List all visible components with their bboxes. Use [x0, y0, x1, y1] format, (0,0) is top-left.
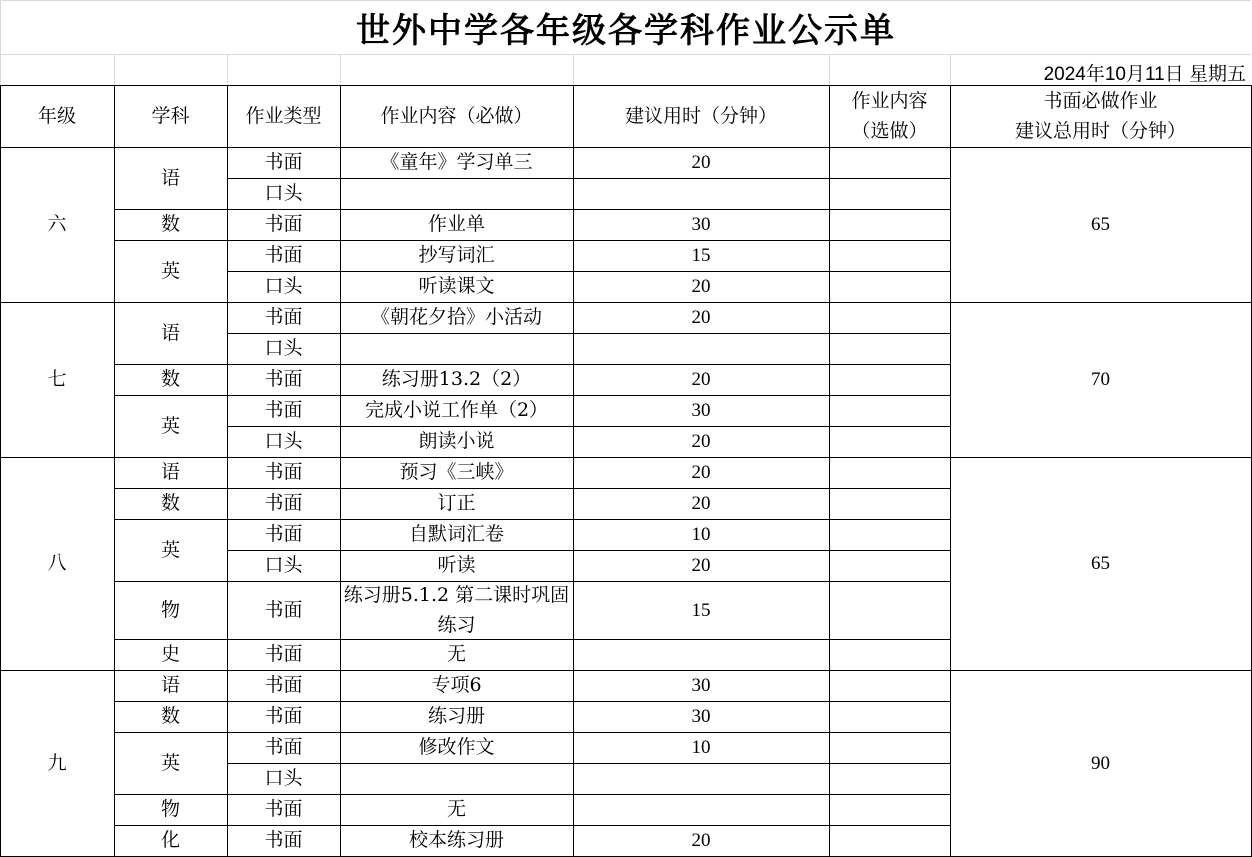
optional-cell — [829, 581, 950, 639]
time-cell: 20 — [691, 152, 711, 173]
time-cell: 20 — [691, 830, 711, 851]
content-cell: 《童年》学习单三 — [380, 151, 533, 173]
type-cell: 书面 — [264, 598, 303, 621]
grade-cell: 七 — [47, 368, 67, 390]
content-cell — [340, 178, 573, 209]
time-cell: 15 — [691, 245, 711, 266]
content-cell: 听读 — [437, 554, 476, 576]
content-cell: 完成小说工作单（2） — [364, 399, 549, 421]
type-cell: 书面 — [264, 736, 303, 758]
date-row-divider — [950, 54, 951, 85]
subject-cell: 英 — [160, 414, 180, 437]
type-cell: 口头 — [264, 337, 303, 359]
header-content: 作业内容（必做） — [380, 104, 533, 127]
type-cell: 口头 — [264, 767, 303, 789]
subject-cell: 英 — [160, 751, 180, 774]
optional-cell — [829, 178, 950, 209]
column-line — [340, 85, 341, 857]
type-cell: 口头 — [264, 275, 303, 297]
optional-cell — [829, 519, 950, 550]
time-cell: 20 — [691, 462, 711, 483]
content-cell: 预习《三峡》 — [399, 461, 514, 483]
type-cell: 书面 — [264, 368, 303, 390]
date-row-divider — [227, 54, 228, 85]
optional-cell — [829, 732, 950, 763]
subject-cell: 数 — [160, 368, 180, 390]
optional-cell — [829, 488, 950, 519]
column-line — [227, 85, 228, 857]
content-cell — [340, 763, 573, 794]
optional-cell — [829, 794, 950, 825]
content-cell: 抄写词汇 — [418, 244, 495, 266]
subject-cell: 语 — [160, 461, 180, 483]
type-cell: 口头 — [264, 554, 303, 576]
subject-cell: 化 — [160, 829, 180, 851]
header-subject: 学科 — [151, 104, 190, 127]
header-grade: 年级 — [37, 104, 76, 127]
date-row-divider — [829, 54, 830, 85]
date-label: 2024年10月11日 星期五 — [1043, 63, 1246, 85]
column-line — [950, 85, 951, 857]
total-cell: 90 — [1091, 752, 1110, 774]
type-cell: 书面 — [264, 705, 303, 727]
subject-cell: 英 — [160, 538, 180, 561]
time-cell — [573, 178, 829, 209]
total-cell: 70 — [1091, 369, 1110, 390]
subject-cell: 数 — [160, 492, 180, 514]
subject-cell: 语 — [160, 321, 180, 344]
subject-cell: 语 — [160, 166, 180, 189]
subject-cell: 数 — [160, 213, 180, 235]
type-cell: 书面 — [264, 399, 303, 421]
date-row-divider — [0, 54, 1, 85]
time-cell — [573, 763, 829, 794]
type-cell: 书面 — [264, 151, 303, 173]
column-line — [573, 85, 574, 857]
grade-cell: 六 — [47, 213, 67, 235]
optional-cell — [829, 550, 950, 581]
optional-cell — [829, 302, 950, 333]
date-row-top-line — [0, 54, 1251, 55]
date-row-divider — [573, 54, 574, 85]
optional-cell — [829, 364, 950, 395]
total-cell: 65 — [1091, 553, 1110, 574]
time-cell — [573, 333, 829, 364]
subject-cell: 物 — [160, 598, 180, 621]
time-cell: 20 — [691, 555, 711, 576]
optional-cell — [829, 701, 950, 732]
sheet-title: 世外中学各年级各学科作业公示单 — [356, 10, 896, 51]
optional-cell — [829, 209, 950, 240]
content-cell: 朗读小说 — [418, 430, 495, 452]
header-total: 书面必做作业 建议总用时（分钟） — [1014, 90, 1186, 142]
type-cell: 书面 — [264, 643, 303, 665]
type-cell: 书面 — [264, 523, 303, 545]
content-cell: 无 — [446, 643, 466, 665]
subject-cell: 史 — [160, 643, 180, 665]
time-cell: 20 — [691, 493, 711, 514]
subject-cell: 数 — [160, 705, 180, 727]
optional-cell — [829, 240, 950, 271]
optional-cell — [829, 639, 950, 670]
optional-cell — [829, 763, 950, 794]
type-cell: 口头 — [264, 182, 303, 204]
column-line — [0, 85, 1, 857]
content-cell: 订正 — [437, 492, 476, 514]
content-cell: 作业单 — [427, 213, 485, 235]
content-cell: 专项6 — [431, 674, 482, 696]
type-cell: 书面 — [264, 674, 303, 696]
content-cell: 无 — [446, 798, 466, 820]
optional-cell — [829, 825, 950, 856]
header-optional: 作业内容 （选做） — [851, 90, 928, 142]
time-cell: 10 — [691, 524, 711, 545]
column-line — [829, 85, 830, 857]
type-cell: 书面 — [264, 306, 303, 328]
subject-cell: 英 — [160, 259, 180, 282]
header-type: 作业类型 — [245, 104, 322, 127]
time-cell — [573, 794, 829, 825]
time-cell: 15 — [691, 599, 711, 621]
type-cell: 书面 — [264, 798, 303, 820]
type-cell: 书面 — [264, 829, 303, 851]
content-cell: 练习册5.1.2 第二课时巩固练习 — [343, 584, 570, 636]
time-cell: 30 — [691, 214, 711, 235]
type-cell: 书面 — [264, 461, 303, 483]
type-cell: 书面 — [264, 492, 303, 514]
grade-cell: 九 — [47, 751, 67, 774]
optional-cell — [829, 426, 950, 457]
content-cell: 校本练习册 — [408, 829, 504, 851]
optional-cell — [829, 333, 950, 364]
content-cell — [340, 333, 573, 364]
column-line — [114, 85, 115, 857]
time-cell — [573, 639, 829, 670]
optional-cell — [829, 395, 950, 426]
type-cell: 书面 — [264, 244, 303, 266]
time-cell: 30 — [691, 675, 711, 696]
time-cell: 30 — [691, 706, 711, 727]
header-time: 建议用时（分钟） — [624, 104, 777, 127]
date-row-divider — [114, 54, 115, 85]
time-cell: 20 — [691, 276, 711, 297]
time-cell: 30 — [691, 400, 711, 421]
subject-cell: 语 — [160, 674, 180, 696]
header-top-border — [0, 85, 1252, 86]
time-cell: 20 — [691, 307, 711, 328]
time-cell: 20 — [691, 431, 711, 452]
optional-cell — [829, 147, 950, 178]
subject-cell: 物 — [160, 798, 180, 820]
content-cell: 自默词汇卷 — [408, 523, 504, 545]
type-cell: 书面 — [264, 213, 303, 235]
content-cell: 修改作文 — [418, 736, 495, 758]
content-cell: 练习册 — [427, 705, 485, 727]
grade-cell: 八 — [47, 552, 67, 574]
content-cell: 练习册13.2（2） — [381, 368, 532, 390]
content-cell: 听读课文 — [418, 275, 495, 297]
time-cell: 20 — [691, 369, 711, 390]
date-row-divider — [340, 54, 341, 85]
total-cell: 65 — [1091, 214, 1110, 235]
type-cell: 口头 — [264, 430, 303, 452]
optional-cell — [829, 670, 950, 701]
time-cell: 10 — [691, 737, 711, 758]
optional-cell — [829, 271, 950, 302]
optional-cell — [829, 457, 950, 488]
content-cell: 《朝花夕拾》小活动 — [370, 306, 542, 328]
